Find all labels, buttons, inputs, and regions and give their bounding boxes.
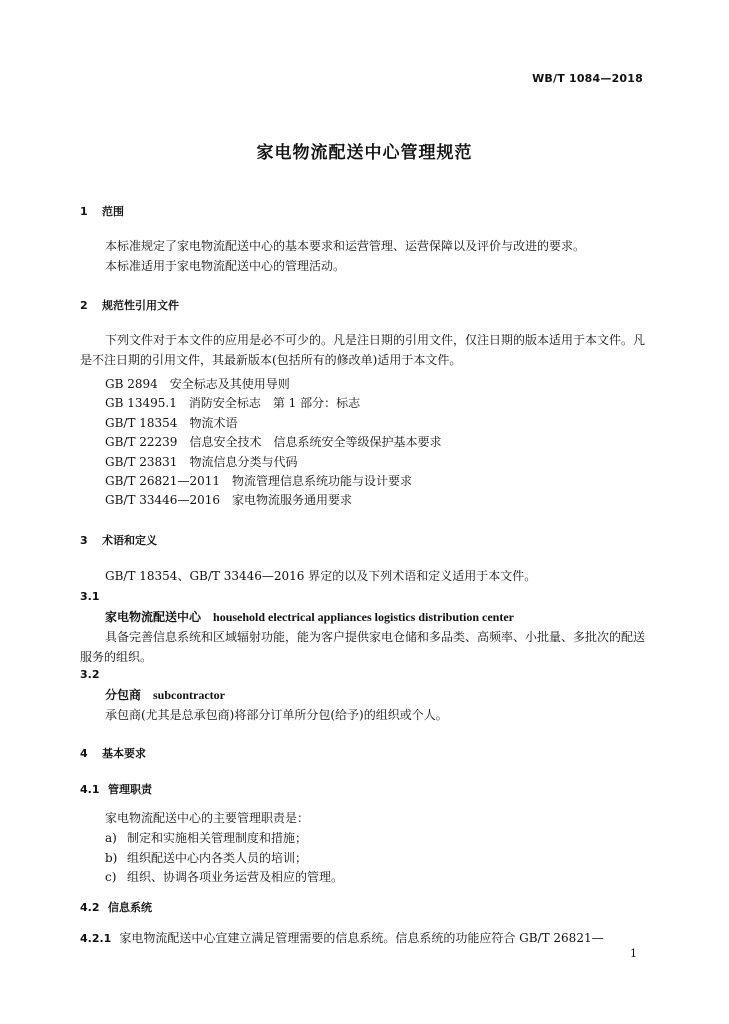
clause-number: 4.2.1 [80,932,112,945]
list-marker: a) [105,831,117,845]
list-marker: b) [105,851,118,865]
list-item [105,868,343,885]
list-item [105,829,307,846]
term-definition: 承包商(尤其是总承包商)将部分订单所分包(给予)的组织或个人。 [105,708,448,722]
clause-4-2-1 [80,929,652,946]
reference-item: GB/T 23831 物流信息分类与代码 [105,455,298,469]
section-number: 4 [80,747,88,760]
paragraph: GB/T 18354、GB/T 33446—2016 界定的以及下列术语和定义适用于本文件。 [105,569,537,583]
reference-item: GB/T 22239 信息安全技术 信息系统安全等级保护基本要求 [105,435,442,449]
subsection-4-1-heading [80,781,152,797]
section-title: 术语和定义 [102,534,157,547]
term-heading [105,686,225,703]
term-chinese: 家电物流配送中心 [105,610,202,624]
term-english: subcontractor [153,688,226,702]
section-4-heading [80,745,146,761]
term-chinese: 分包商 [105,688,142,702]
term-number: 3.2 [80,668,100,681]
paragraph: 本标准适用于家电物流配送中心的管理活动。 [105,259,346,273]
list-marker: c) [105,870,117,884]
reference-item: GB/T 33446—2016 家电物流服务通用要求 [105,493,352,507]
section-3-heading [80,532,157,548]
paragraph: 下列文件对于本文件的应用是必不可少的。凡是注日期的引用文件，仅注日期的版本适用于本文件。凡是不注日期的引用文件，其最新版本(包括所有的修改单)适用于本文件。 [80,333,646,367]
section-title: 范围 [102,205,124,218]
term-english: household electrical appliances logistics distribution center [213,610,515,624]
reference-item: GB 13495.1 消防安全标志 第 1 部分：标志 [105,396,361,410]
reference-item: GB 2894 安全标志及其使用导则 [105,377,290,391]
subsection-number: 4.2 [80,901,100,914]
section-number: 2 [80,299,88,312]
term-number: 3.1 [80,590,100,603]
term-definition: 具备完善信息系统和区域辐射功能，能为客户提供家电仓储和多品类、高频率、小批量、多批次的配送服务的组织。 [80,630,646,664]
reference-item: GB/T 26821—2011 物流管理信息系统功能与设计要求 [105,474,412,488]
list-text: 组织配送中心内各类人员的培训； [127,851,308,865]
section-number: 1 [80,205,88,218]
clause-text: 家电物流配送中心宜建立满足管理需要的信息系统。信息系统的功能应符合 GB/T 26821— [119,931,604,945]
list-item [105,849,307,866]
subsection-4-2-heading [80,899,152,915]
subsection-number: 4.1 [80,783,100,796]
section-number: 3 [80,534,88,547]
section-2-heading [80,297,179,313]
paragraph: 本标准规定了家电物流配送中心的基本要求和运营管理、运营保障以及评价与改进的要求。 [105,239,586,253]
page-title: 家电物流配送中心管理规范 [256,143,473,163]
section-title: 基本要求 [102,747,146,760]
list-text: 组织、协调各项业务运营及相应的管理。 [127,870,344,884]
page-number: 1 [630,947,637,960]
term-heading [105,608,514,625]
reference-item: GB/T 18354 物流术语 [105,416,238,430]
standard-code: WB/T 1084—2018 [532,72,643,85]
subsection-title: 管理职责 [108,783,152,796]
subsection-title: 信息系统 [108,901,152,914]
section-1-heading [80,203,124,219]
paragraph: 家电物流配送中心的主要管理职责是： [105,811,310,825]
section-title: 规范性引用文件 [102,299,179,312]
list-text: 制定和实施相关管理制度和措施； [127,831,308,845]
